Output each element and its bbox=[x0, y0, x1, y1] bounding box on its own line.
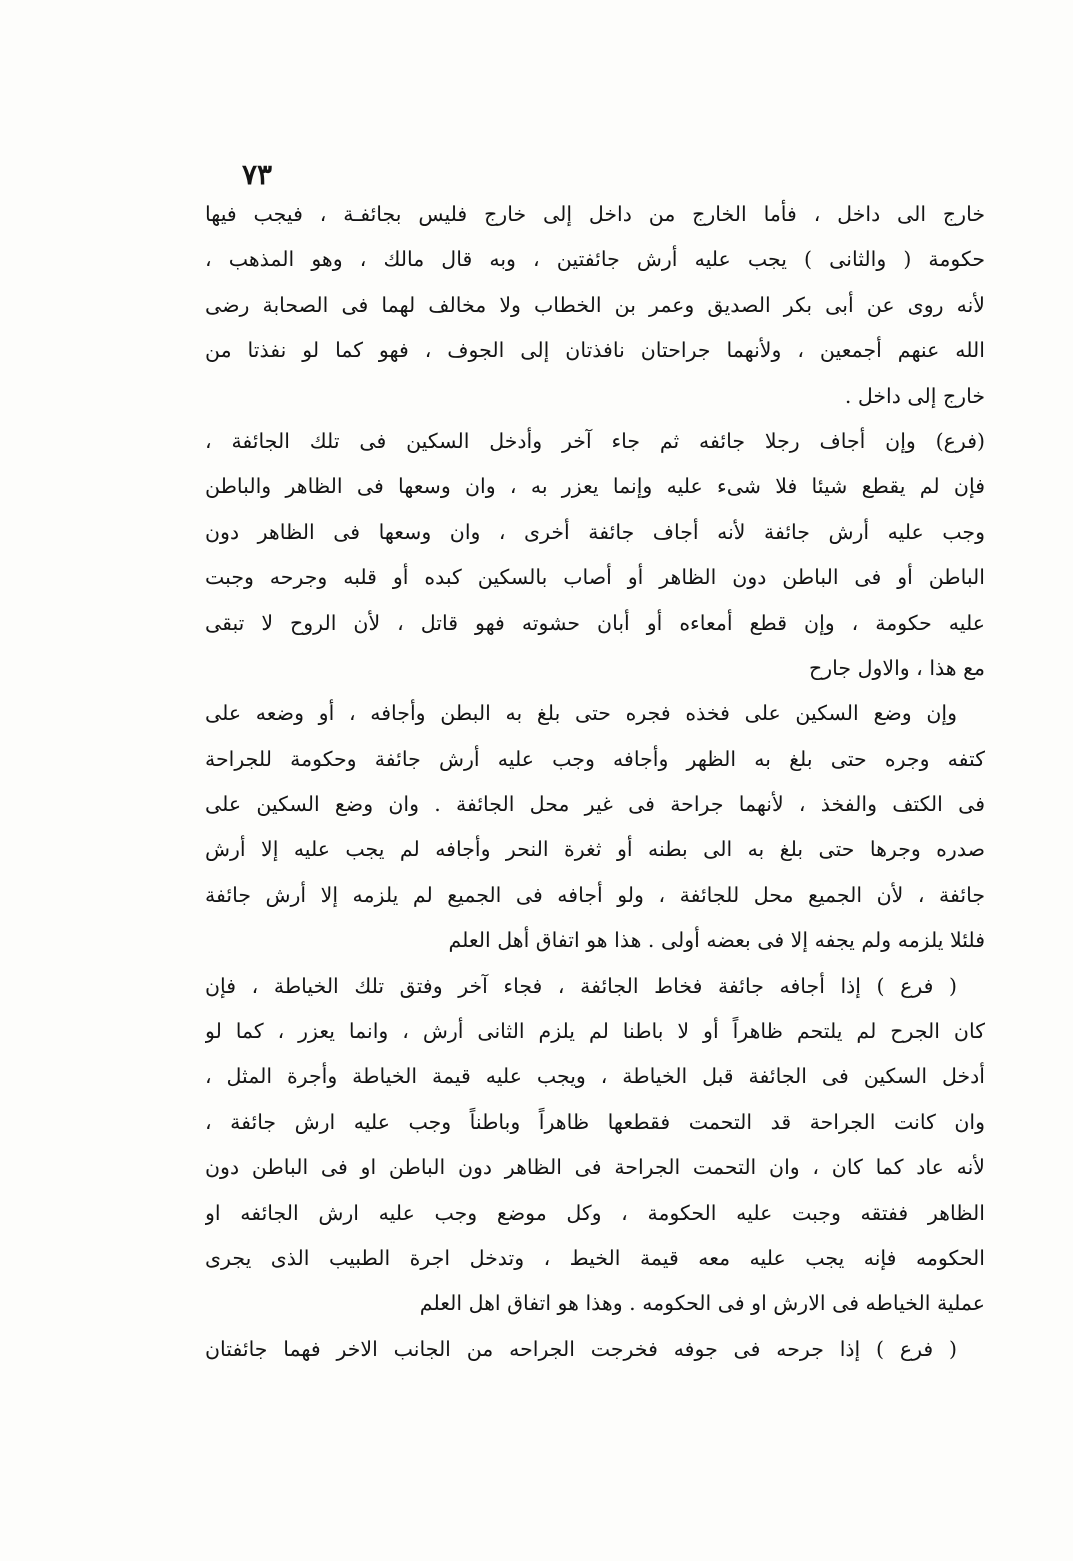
text-line: الله عنهم أجمعين ، ولأنهما جراحتان نافذتان إلى الجوف ، فهو كما لو نفذتا من bbox=[205, 338, 985, 363]
text-line: (فرع) وإن أجاف رجلا جائفه ثم جاء آخر وأدخل السكين فى تلك الجائفة ، bbox=[205, 428, 985, 453]
text-line: مع هذا ، والاول جارح bbox=[809, 655, 985, 680]
text-line: صدره وجرها حتى بلغ به الى بطنه أو ثغرة النحر وأجافه لم يجب عليه إلا أرش bbox=[205, 837, 985, 862]
text-line: كان الجرح لم يلتحم ظاهراً أو لا باطنا لم يلزم الثانى أرش ، وانما يعزر ، كما لو bbox=[205, 1019, 985, 1044]
page-number: ٧٣ bbox=[242, 158, 273, 191]
text-line: خارج الى داخل ، فأما الخارج من داخل إلى خارج فليس بجائفـة ، فيجب فيها bbox=[205, 202, 985, 226]
text-line: وإن وضع السكين على فخذه فجره حتى بلغ به البطن وأجافه ، أو وضعه على bbox=[205, 701, 957, 726]
text-line: عليه حكومة ، وإن قطع أمعاءه أو أبان حشوته فهو قاتل ، لأن الروح لا تبقى bbox=[205, 610, 985, 635]
text-line: الظاهر ففتقه وجبت عليه الحكومة ، وكل موضع وجب عليه ارش الجائفه او bbox=[205, 1200, 985, 1225]
text-line: لأنه عاد كما كان ، وان التحمت الجراحة فى الظاهر دون الباطن او فى الباطن دون bbox=[205, 1155, 985, 1180]
text-line: فلئلا يلزمه ولم يجفه إلا فى بعضه أولى . هذا هو اتفاق أهل العلم bbox=[448, 928, 985, 953]
text-line: فى الكتف والفخذ ، لأنهما جراحة فى غير محل الجائفة . وان وضع السكين على bbox=[205, 792, 985, 817]
text-line: أدخل السكين فى الجائفة قبل الخياطة ، ويجب عليه قيمة الخياطة وأجرة المثل ، bbox=[205, 1064, 985, 1089]
text-line: لأنه روى عن أبى بكر الصديق وعمر بن الخطاب ولا مخالف لهما فى الصحابة رضى bbox=[205, 292, 985, 317]
text-line: فإن لم يقطع شيئا فلا شىء عليه وإنما يعزر به ، وان وسعها فى الظاهر والباطن bbox=[205, 474, 985, 499]
text-line: الباطن أو فى الباطن دون الظاهر أو أصاب بالسكين كبده أو قلبه وجرحه وجبت bbox=[205, 565, 985, 590]
text-line: عملية الخياطه فى الارش او فى الحكومه . وهذا هو اتفاق اهل العلم bbox=[419, 1291, 985, 1316]
text-line: كتفه وجره حتى بلغ به الظهر وأجافه وجب عليه أرش جائفة وحكومة للجراحة bbox=[205, 746, 985, 771]
text-line: وجب عليه أرش جائفة لأنه أجاف جائفة أخرى ، وان وسعها فى الظاهر دون bbox=[205, 519, 985, 544]
body-text bbox=[205, 192, 985, 1372]
text-line: ( فرع ) إذا جرحه فى جوفه فخرجت الجراحه من الجانب الاخر فهما جائفتان bbox=[205, 1336, 957, 1361]
text-line: جائفة ، لأن الجميع محل للجائفة ، ولو أجافه فى الجميع لم يلزمه إلا أرش جائفة bbox=[205, 882, 985, 907]
text-line: الحكومه فإنه يجب عليه معه قيمة الخيط ، وتدخل اجرة الطبيب الذى يجرى bbox=[205, 1245, 985, 1270]
text-line: ( فرع ) إذا أجافه جائفة فخاط الجائفة ، فجاء آخر وفتق تلك الخياطة ، فإن bbox=[205, 973, 957, 998]
text-line: حكومة ( والثانى ) يجب عليه أرش جائفتين ، وبه قال مالك ، وهو المذهب ، bbox=[205, 247, 985, 272]
text-line: خارج إلى داخل . bbox=[844, 383, 985, 408]
text-line: وان كانت الجراحة قد التحمت فقطعها ظاهراً وباطناً وجب عليه ارش جائفة ، bbox=[205, 1109, 985, 1134]
